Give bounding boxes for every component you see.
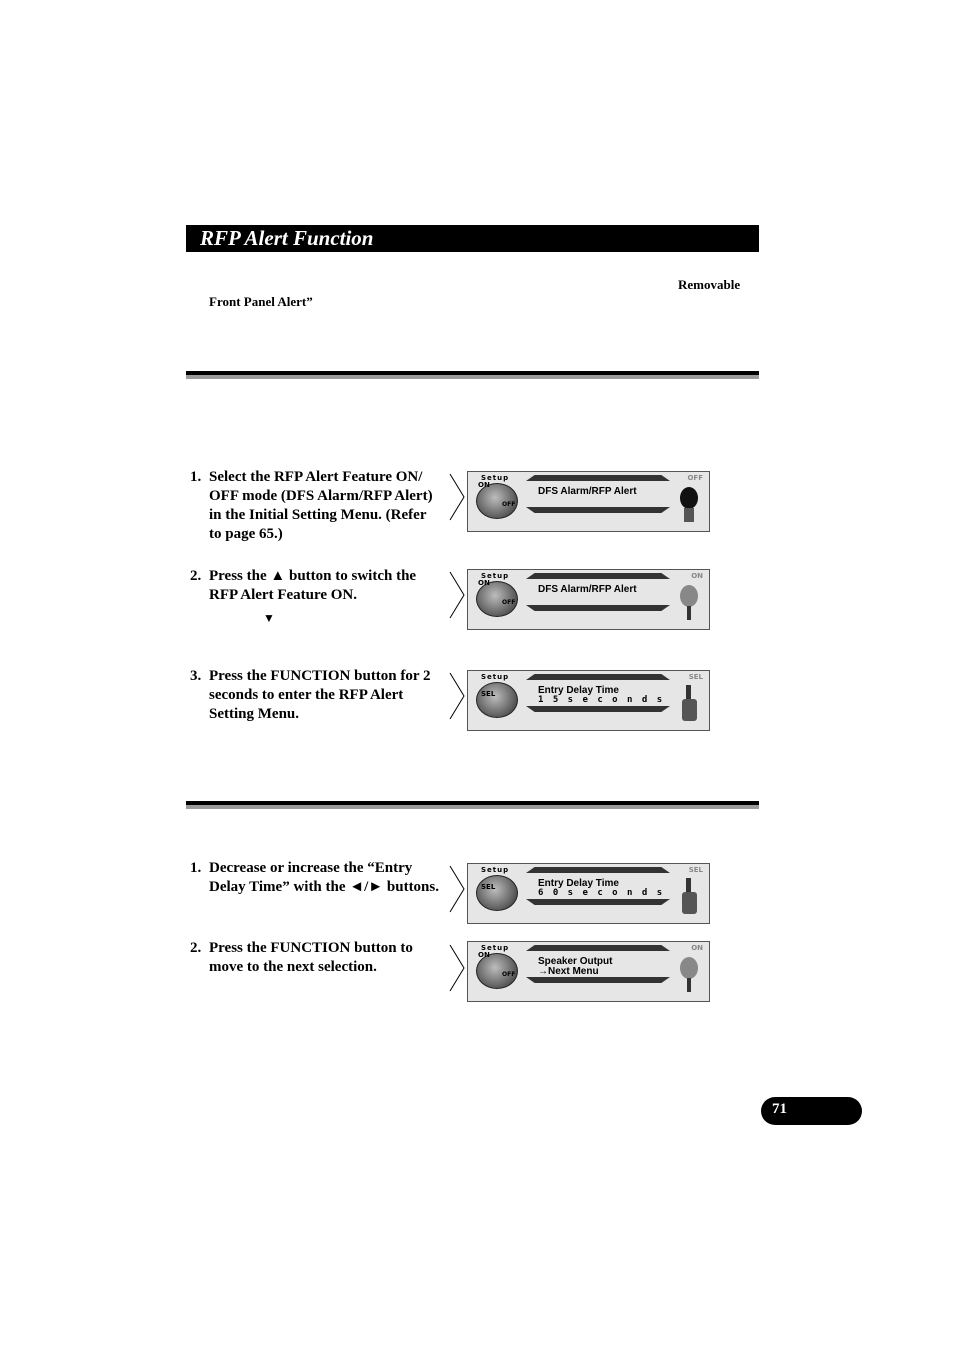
lcd-screen — [526, 945, 670, 983]
step-text: Press the FUNCTION button to move to the next selection. — [209, 940, 413, 975]
page-number: 71 — [772, 1101, 787, 1117]
rotary-knob-icon — [476, 682, 518, 718]
hand-on-icon — [678, 954, 700, 994]
display-line1: Speaker Output — [538, 956, 613, 967]
page-title: RFP Alert Function — [200, 226, 374, 250]
chevron-right-icon — [448, 671, 466, 721]
step-item: 3. Press the FUNCTION button for 2 seconds to enter the RFP Alert Setting Menu. — [190, 667, 442, 727]
display-panel: Setup ON OFF Speaker Output →Next Menu ON — [467, 941, 710, 1002]
step-item: 1. Decrease or increase the “Entry Delay Time” with the ◄/► buttons. — [190, 860, 439, 895]
display-line1: DFS Alarm/RFP Alert — [538, 584, 637, 595]
display-panel: Setup ON OFF DFS Alarm/RFP Alert OFF — [467, 471, 710, 532]
display-panel: Setup SEL Entry Delay Time 6 0 s e c o n d s SEL — [467, 863, 710, 924]
chevron-right-icon — [448, 570, 466, 620]
finger-icon — [678, 683, 700, 723]
lcd-screen — [526, 573, 670, 611]
page-number-badge — [761, 1097, 862, 1125]
down-arrow-icon: ▼ — [263, 611, 275, 625]
display-line1: DFS Alarm/RFP Alert — [538, 486, 637, 497]
step-text: Decrease or increase the “Entry Delay Time” with the ◄/► buttons. — [209, 860, 439, 895]
intro-fragment-left: Front Panel Alert” — [209, 294, 313, 309]
lcd-screen — [526, 867, 670, 905]
intro-fragment-right: Removable — [678, 277, 741, 292]
section-divider — [186, 371, 759, 379]
chevron-right-icon — [448, 472, 466, 522]
lcd-screen — [526, 475, 670, 513]
section-title-bar — [186, 225, 759, 252]
lcd-screen — [526, 674, 670, 712]
display-panel: Setup ON OFF DFS Alarm/RFP Alert ON — [467, 569, 710, 630]
step-text: Select the RFP Alert Feature ON/ OFF mode (DFS Alarm/RFP Alert) in the Initial Setting Menu. (Refer to page 65.) — [209, 469, 433, 542]
display-line2: 1 5 s e c o n d s — [538, 695, 665, 705]
display-panel: Setup SEL Entry Delay Time 1 5 s e c o n d s SEL — [467, 670, 710, 731]
display-line1: Entry Delay Time — [538, 685, 619, 696]
section-divider — [186, 801, 759, 809]
step-text: Press the ▲ button to switch the RFP Alert Feature ON. — [209, 568, 417, 603]
chevron-right-icon — [448, 943, 466, 993]
step-item: 2. Press the FUNCTION button to move to the next selection. — [190, 939, 442, 979]
display-line2: →Next Menu — [538, 966, 599, 977]
chevron-right-icon — [448, 864, 466, 914]
hand-on-icon — [678, 582, 700, 622]
step-item: 1. Select the RFP Alert Feature ON/ OFF mode (DFS Alarm/RFP Alert) in the Initial Setting Menu. (Refer to page 65.) — [190, 468, 442, 548]
step-item: 2. Press the ▲ button to switch the RFP Alert Feature ON. — [190, 567, 442, 607]
hand-off-icon — [678, 484, 700, 524]
display-line1: Entry Delay Time — [538, 878, 619, 889]
rotary-knob-icon — [476, 875, 518, 911]
display-line2: 6 0 s e c o n d s — [538, 888, 665, 898]
finger-icon — [678, 876, 700, 916]
step-text: Press the FUNCTION button for 2 seconds to enter the RFP Alert Setting Menu. — [209, 668, 431, 722]
